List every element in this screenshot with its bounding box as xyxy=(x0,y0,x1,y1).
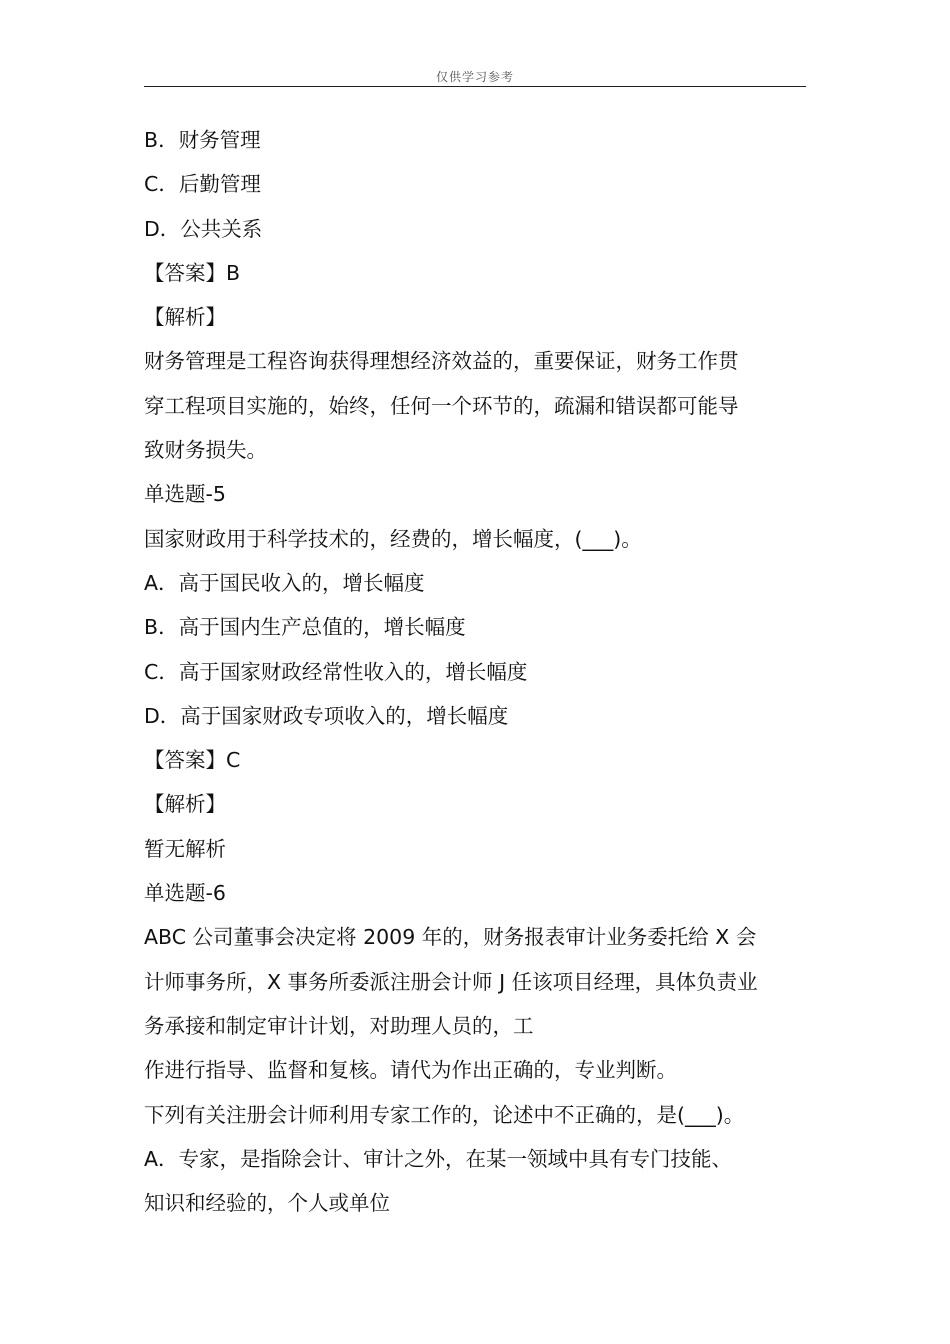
question-text: 下列有关注册会计师利用专家工作的，论述中不正确的，是(___)。 xyxy=(144,1102,745,1127)
answer-label: 【答案】C xyxy=(144,748,241,773)
question-text: 计师事务所，X 事务所委派注册会计师 J 任该项目经理，具体负责业 xyxy=(144,969,758,994)
option-a: A．高于国民收入的，增长幅度 xyxy=(144,570,425,595)
explanation-label: 【解析】 xyxy=(144,305,226,330)
explanation-text: 穿工程项目实施的，始终，任何一个环节的，疏漏和错误都可能导 xyxy=(144,393,739,418)
question-text: 作进行指导、监督和复核。请代为作出正确的，专业判断。 xyxy=(144,1058,677,1083)
explanation-label: 【解析】 xyxy=(144,792,226,817)
explanation-text: 致财务损失。 xyxy=(144,438,267,463)
answer-label: 【答案】B xyxy=(144,260,241,285)
question-text: 务承接和制定审计计划，对助理人员的，工 xyxy=(144,1013,534,1038)
option-b: B．高于国内生产总值的，增长幅度 xyxy=(144,615,466,640)
question-text: 国家财政用于科学技术的，经费的，增长幅度，(___)。 xyxy=(144,526,642,551)
option-a: 知识和经验的，个人或单位 xyxy=(144,1191,390,1216)
header-text: 仅供学习参考 xyxy=(435,70,514,84)
question-text: ABC 公司董事会决定将 2009 年的，财务报表审计业务委托给 X 会 xyxy=(144,925,757,950)
option-a: A．专家，是指除会计、审计之外，在某一领域中具有专门技能、 xyxy=(144,1146,733,1171)
page-header xyxy=(144,66,806,87)
explanation-text: 暂无解析 xyxy=(144,836,226,861)
option-d: D．高于国家财政专项收入的，增长幅度 xyxy=(144,703,509,728)
explanation-text: 财务管理是工程咨询获得理想经济效益的，重要保证，财务工作贯 xyxy=(144,349,739,374)
option-c-logistics-management: C．后勤管理 xyxy=(144,172,261,197)
question-heading: 单选题-6 xyxy=(144,881,226,906)
option-d-public-relations: D．公共关系 xyxy=(144,216,263,241)
question-heading: 单选题-5 xyxy=(144,482,226,507)
document-body xyxy=(144,118,810,1225)
option-c: C．高于国家财政经常性收入的，增长幅度 xyxy=(144,659,528,684)
option-b-financial-management: B．财务管理 xyxy=(144,128,261,152)
